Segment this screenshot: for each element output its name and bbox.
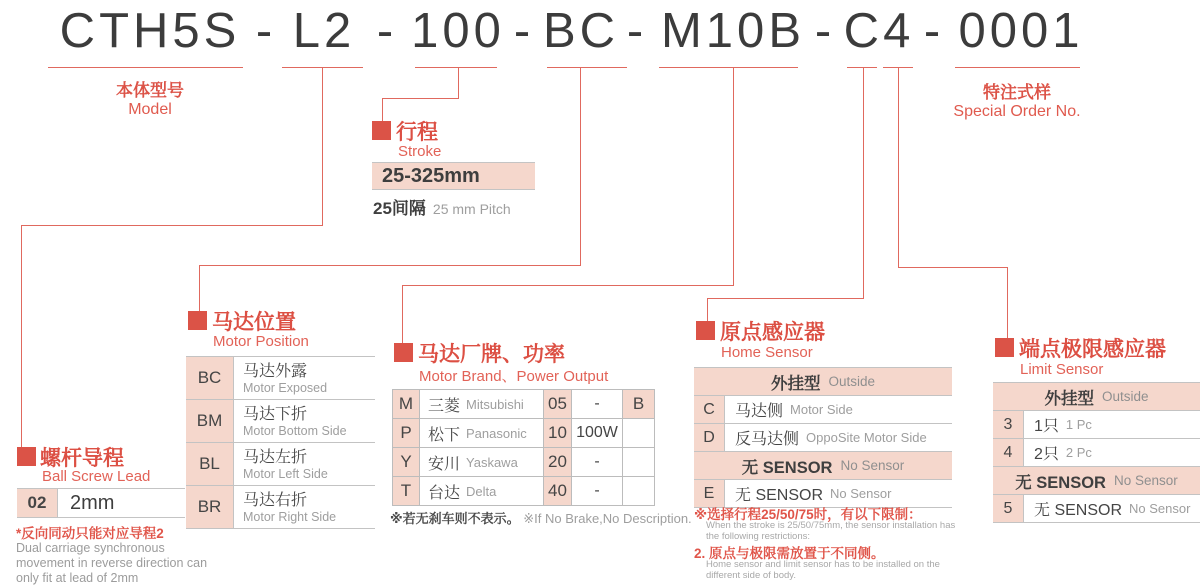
section-marker-icon [372, 121, 391, 140]
model-code-segment: 0001 [958, 4, 1084, 58]
brand-name-cell [420, 419, 544, 447]
header-cn: 外挂型 [770, 374, 821, 393]
connector-home-sensor [707, 298, 708, 321]
code-cell: BM [186, 400, 234, 442]
table-row [993, 439, 1200, 467]
home-sensor-note1-cn: ※选择行程25/50/75时，有以下限制： [694, 507, 922, 522]
model-code-segment: C4 [843, 4, 915, 58]
note-line: only fit at lead of 2mm [16, 571, 139, 585]
underline-motor-position [547, 67, 627, 68]
note-line: Dual carriage synchronous [16, 541, 165, 555]
desc-cn: 无 SENSOR [1034, 502, 1123, 519]
home-sensor-note2-cn: 2. 原点与极限需放置于不同侧。 [694, 546, 885, 561]
motor-brand-note-en: ※If No Brake,No Description. [523, 511, 692, 526]
connector-lead [21, 225, 323, 226]
table-row [993, 495, 1200, 523]
ball-screw-lead-code-cell: 02 [17, 489, 58, 517]
model-code-segment: L2 [292, 4, 356, 58]
ball-screw-lead-title-en: Ball Screw Lead [42, 468, 151, 485]
model-label-cn: 本体型号 [116, 81, 184, 100]
ball-screw-lead-note-cn: *反向同动只能对应导程2 [16, 526, 164, 541]
home-sensor-table [694, 367, 952, 508]
table-row [694, 396, 952, 424]
desc-cell [1024, 495, 1200, 522]
special-order-label-en: Special Order No. [953, 103, 1081, 120]
ball-screw-lead-table [17, 488, 185, 518]
desc-cn: 马达左折 [243, 448, 308, 466]
table-row [186, 400, 375, 443]
model-code-separator: - [513, 4, 535, 58]
connector-motor-position [199, 265, 200, 311]
brand-code-cell: M [392, 390, 420, 418]
code-cell: BL [186, 443, 234, 485]
desc-cell [234, 400, 375, 442]
connector-stroke [382, 98, 383, 121]
model-label [116, 76, 184, 119]
power-code-cell: 05 [544, 390, 572, 418]
special-order-label [953, 78, 1080, 121]
power-code-cell: 10 [544, 419, 572, 447]
motor-brand-title-cn: 马达厂牌、功率 [418, 343, 565, 366]
model-code-separator: - [923, 4, 945, 58]
header-cn: 外挂型 [1044, 389, 1094, 408]
connector-home-sensor [863, 68, 864, 298]
underline-stroke [415, 67, 497, 68]
code-cell: 4 [993, 439, 1024, 466]
desc-cn: 反马达侧 [735, 431, 800, 448]
table-row [694, 424, 952, 452]
table-row [392, 477, 655, 506]
desc-cn: 马达外露 [243, 362, 308, 380]
section-marker-icon [394, 343, 413, 362]
ball-screw-lead-title-cn: 螺杆导程 [40, 447, 124, 470]
underline-home-sensor [847, 67, 877, 68]
underline-motor-brand [659, 67, 798, 68]
section-marker-icon [188, 311, 207, 330]
model-code-segment: 100 [411, 4, 505, 58]
brand-code-cell: T [392, 477, 420, 505]
stroke-range-value: 25-325mm [382, 164, 480, 187]
table-header-row [694, 452, 952, 480]
code-cell: BC [186, 357, 234, 399]
code-cell: C [694, 396, 725, 423]
stroke-title-en: Stroke [398, 143, 442, 160]
ball-screw-lead-note-en [16, 541, 207, 586]
brake-cell: B [623, 390, 655, 418]
power-code-cell: 20 [544, 448, 572, 476]
home-sensor-note2-en [706, 559, 940, 581]
power-value-cell: - [572, 477, 623, 505]
desc-cn: 1只 [1034, 418, 1059, 435]
brand-en: Mitsubishi [466, 396, 524, 412]
desc-cn: 马达侧 [735, 403, 784, 420]
brand-cn: 台达 [428, 484, 461, 502]
header-en: No Sensor [1113, 473, 1178, 488]
home-sensor-title-cn: 原点感应器 [720, 321, 825, 344]
code-cell: 3 [993, 411, 1024, 438]
limit-sensor-title-cn: 端点极限感应器 [1019, 338, 1166, 361]
desc-cell [234, 486, 375, 528]
limit-sensor-table [993, 382, 1200, 523]
model-code-separator: - [814, 4, 836, 58]
header-cn: 无 SENSOR [741, 458, 833, 477]
desc-en: Motor Right Side [243, 509, 337, 524]
brand-en: Delta [466, 483, 497, 499]
motor-brand-title-en: Motor Brand、Power Output [419, 368, 609, 385]
model-label-en: Model [128, 101, 172, 118]
connector-motor-position [580, 68, 581, 265]
model-code-separator: - [626, 4, 648, 58]
desc-cell [234, 357, 375, 399]
desc-cell [725, 396, 952, 423]
connector-motor-brand [402, 285, 734, 286]
connector-limit-sensor [1007, 267, 1008, 338]
brake-cell [623, 419, 655, 447]
model-code-segment: BC [542, 4, 620, 58]
brand-code-cell: P [392, 419, 420, 447]
connector-stroke [458, 68, 459, 98]
home-sensor-note1-en [706, 520, 955, 542]
motor-brand-note [390, 508, 692, 527]
brand-name-cell [420, 390, 544, 418]
connector-limit-sensor [898, 267, 1008, 268]
section-marker-icon [17, 447, 36, 466]
table-header-row [993, 382, 1200, 411]
section-marker-icon [696, 321, 715, 340]
underline-special [955, 67, 1080, 68]
desc-en: No Sensor [1129, 501, 1191, 516]
desc-en: 1 Pc [1065, 417, 1092, 432]
brand-cn: 三菱 [428, 397, 461, 415]
desc-en: Motor Exposed [243, 380, 328, 395]
table-row [186, 356, 375, 400]
desc-cell [1024, 439, 1200, 466]
desc-cell [234, 443, 375, 485]
brand-name-cell [420, 448, 544, 476]
table-header-row [993, 467, 1200, 495]
desc-cn: 马达右折 [243, 491, 308, 509]
power-value-cell: - [572, 390, 623, 418]
home-sensor-title-en: Home Sensor [721, 344, 813, 361]
table-row [392, 448, 655, 477]
ball-screw-lead-value-cell: 2mm [70, 491, 115, 514]
model-code-separator: - [376, 4, 398, 58]
brake-cell [623, 448, 655, 476]
connector-home-sensor [707, 298, 864, 299]
table-row [392, 389, 655, 419]
header-en: Outside [1101, 389, 1149, 404]
stroke-title-cn: 行程 [396, 121, 438, 144]
header-en: Outside [828, 374, 876, 389]
table-row [186, 443, 375, 486]
header-cn: 无 SENSOR [1015, 473, 1106, 492]
stroke-pitch-cn: 25间隔 [373, 199, 426, 218]
desc-cell [1024, 411, 1200, 438]
table-row [186, 486, 375, 529]
brand-en: Panasonic [466, 425, 527, 441]
model-code-separator: - [255, 4, 277, 58]
brand-cn: 松下 [428, 426, 461, 444]
power-value-cell: - [572, 448, 623, 476]
connector-motor-position [199, 265, 581, 266]
code-cell: BR [186, 486, 234, 528]
desc-cn: 马达下折 [243, 405, 308, 423]
table-row [392, 419, 655, 448]
connector-lead [21, 225, 22, 447]
motor-position-title-cn: 马达位置 [212, 311, 296, 334]
connector-lead [322, 68, 323, 225]
brand-code-cell: Y [392, 448, 420, 476]
table-row [993, 411, 1200, 439]
underline-model [48, 67, 243, 68]
note-line: movement in reverse direction can [16, 556, 208, 570]
desc-en: Motor Side [790, 402, 853, 417]
desc-en: Motor Left Side [243, 466, 328, 481]
header-en: No Sensor [840, 458, 905, 473]
connector-motor-brand [733, 68, 734, 285]
power-code-cell: 40 [544, 477, 572, 505]
desc-cn: 无 SENSOR [735, 487, 824, 504]
desc-cell [725, 424, 952, 451]
code-cell: E [694, 480, 725, 507]
limit-sensor-title-en: Limit Sensor [1020, 361, 1104, 378]
stroke-pitch [373, 194, 511, 219]
note-line: When the stroke is 25/50/75mm, the sensor installation has [706, 520, 956, 531]
brand-cn: 安川 [428, 455, 461, 473]
connector-motor-brand [402, 285, 403, 343]
stroke-pitch-en: 25 mm Pitch [432, 201, 511, 217]
desc-cn: 2只 [1034, 446, 1059, 463]
special-order-label-cn: 特注式样 [982, 83, 1051, 102]
desc-en: OppoSite Motor Side [806, 430, 927, 445]
motor-brand-table [392, 389, 655, 506]
power-value-cell: 100W [572, 419, 623, 447]
model-code-segment: M10B [660, 4, 806, 58]
desc-en: 2 Pc [1065, 445, 1092, 460]
note-line: the following restrictions: [706, 531, 811, 542]
connector-limit-sensor [898, 68, 899, 267]
note-line: different side of body. [706, 570, 796, 581]
brand-en: Yaskawa [466, 454, 518, 470]
table-header-row [694, 367, 952, 396]
desc-en: No Sensor [830, 486, 892, 501]
motor-brand-note-cn: ※若无刹车则不表示。 [390, 511, 520, 526]
brake-cell [623, 477, 655, 505]
brand-name-cell [420, 477, 544, 505]
motor-position-table [186, 356, 375, 529]
connector-stroke [382, 98, 459, 99]
motor-position-title-en: Motor Position [213, 333, 309, 350]
note-line: Home sensor and limit sensor has to be installed on the [706, 559, 940, 570]
stroke-range-cell [372, 162, 535, 190]
code-cell: 5 [993, 495, 1024, 522]
desc-en: Motor Bottom Side [243, 423, 347, 438]
code-cell: D [694, 424, 725, 451]
model-code-segment: CTH5S [59, 4, 241, 58]
section-marker-icon [995, 338, 1014, 357]
